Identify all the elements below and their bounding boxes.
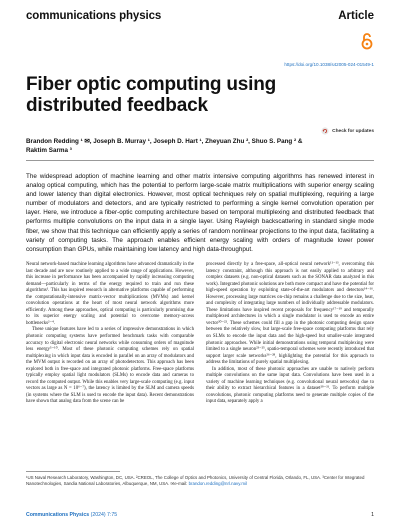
body-paragraph: processed directly by a free-space, all-optical neural network¹¹⁻¹³, overcoming this latency constraint, although this approach is not easily applied to arbitrary and complex datasets (e.g. non-optical datasets such as the SONAR data analyzed in this work). Integrated photonic solutions are both more compact and have the potential for high-speed operation by exploiting state-of-the-art modulators and detectors¹⁴⁻¹⁶. However, processing large matrices on-chip remains a challenge due to the size, heat, and complexity of integrating large numbers of individually addressable modulators. These limitations have inspired recent proposals for frequency¹⁷⁻¹⁹ and temporally multiplexed architectures in which a single modulator is used to encode an entire vector²⁰⁻²². These schemes could fill a gap in the photonic computing design space between the relatively slow, but large-scale free-space computing platforms that rely on SLMs to encode the input data and the high-speed but smaller-scale integrated photonic approaches. While initial demonstrations using temporal multiplexing were limited to a single neuron²³⁻²⁵, spatio-temporal schemes were recently introduced that support larger scale networks²⁶⁻²⁸, highlighting the potential for this approach to address the limitations of purely spatial multiplexing. <box>206 262 374 366</box>
check-for-updates-button[interactable] <box>321 127 374 135</box>
article-type-label: Article <box>338 10 374 22</box>
email-label: ✉e-mail: <box>170 481 188 486</box>
abstract: The widespread adoption of machine learning and other matrix intensive computing algorithms has renewed interest in analog optical computing, which has the potential to perform large-scale matrix multiplications with superior energy scaling and lower latency than digital electronics. However, most optical techniques rely on spatial multiplexing, requiring a large number of modulators and detectors, and are typically restricted to performing a single kernel convolution operation per layer. Here, we introduce a fiber-optic computing architecture based on temporal multiplexing and distributed feedback that performs multiple convolutions on the input data in a single layer. Using Rayleigh backscattering in standard single mode fiber, we show that this technique can efficiently apply a series of random nonlinear projections to the input data, facilitating a variety of computing tasks. The approach enables efficient energy scaling with orders of magnitude lower power consumption than GPUs, while maintaining low latency and high data-throughput. <box>26 173 374 253</box>
body-column-right <box>206 262 374 406</box>
author-list <box>26 137 374 155</box>
divider <box>26 160 374 161</box>
journal-name[interactable]: communications physics <box>26 10 162 22</box>
author-line-1[interactable]: Brandon Redding ¹ ✉, Joseph B. Murray ¹, Joseph D. Hart ¹, Zheyuan Zhu ², Shuo S. Pang ² & <box>26 138 303 145</box>
open-access-icon[interactable] <box>360 32 374 50</box>
author-line-2[interactable]: Raktim Sarma ³ <box>26 147 72 155</box>
footer-volume-ref: (2024) 7:75 <box>90 512 118 518</box>
doi-link[interactable]: https://doi.org/10.1038/s42005-024-01549-1 <box>284 62 374 67</box>
article-title: Fiber optic computing using distributed feedback <box>26 74 277 116</box>
affiliations-footnote <box>26 475 374 487</box>
footer-journal-name: Communications Physics <box>26 512 90 518</box>
check-for-updates-label: Check for updates <box>332 128 374 134</box>
body-paragraph: In addition, most of these photonic approaches are unable to natively perform multiple convolutions on the same input data. Convolutions have been used in a variety of machine learning techniques (e.g. convolutional neural networks) due to their ability to extract hierarchical features in a dataset²⁹⁻³¹. To perform multiple convolutions, photonic computing platforms need to generate multiple copies of the input data, separately apply a <box>206 366 374 405</box>
body-paragraph: These unique features have led to a series of impressive demonstrations in which photonic computing systems have performed benchmark tasks with comparable accuracy to digital electronic neural networks while consuming orders of magnitude less energy⁵⁻¹⁰. Most of these photonic computing schemes rely on spatial multiplexing in which input data is encoded in parallel on an array of modulators and the MVM output is recorded on an array of photodetectors. This approach has been explored both in free-space and integrated photonic platforms. Free-space platforms typically employ spatial light modulators (SLMs) to encode data and cameras to record the computed output. While this enables very large-scale computing (e.g. input vectors as large as N = 10⁶⁻⁷), the latency is limited by the SLM and camera speeds (in systems where the SLM is used to encode the input data). Recent demonstrations have shown that analog data from the scene can be <box>26 327 194 405</box>
body-paragraph: Neural network-based machine learning algorithms have advanced dramatically in the last decade and are now routinely applied to a wide range of applications. However, this increase in performance has been accompanied by rapidly increasing computing demand—particularly in terms of the energy required to train and run these algorithms¹. This has inspired research in alternative platforms capable of performing the computationally-intensive matrix-vector multiplications (MVMs) and kernel convolution operations at the heart of most neural network algorithms more efficiently. Among these approaches, optical computing is particularly promising due to its superior energy scaling and potential to overcome memory-access bottlenecks²⁻⁴. <box>26 262 194 326</box>
refresh-icon <box>321 127 329 135</box>
journal-citation[interactable] <box>26 512 117 518</box>
affiliations-text: ¹US Naval Research Laboratory, Washington, DC, USA. ²CREOL, The College of Optics and Photonics, University of Central Florida, Orlando, FL, USA. ³Center for Integrated Nanotechnologies, Sandia National Laboratories, Albuquerque, NM, USA. <box>26 475 365 486</box>
body-column-left <box>26 262 194 406</box>
page-number: 1 <box>371 512 374 518</box>
page-header <box>26 10 374 26</box>
footnote-divider <box>26 471 120 472</box>
page-footer <box>26 512 374 522</box>
author-email-link[interactable]: brandon.redding@nrl.navy.mil <box>188 481 247 486</box>
